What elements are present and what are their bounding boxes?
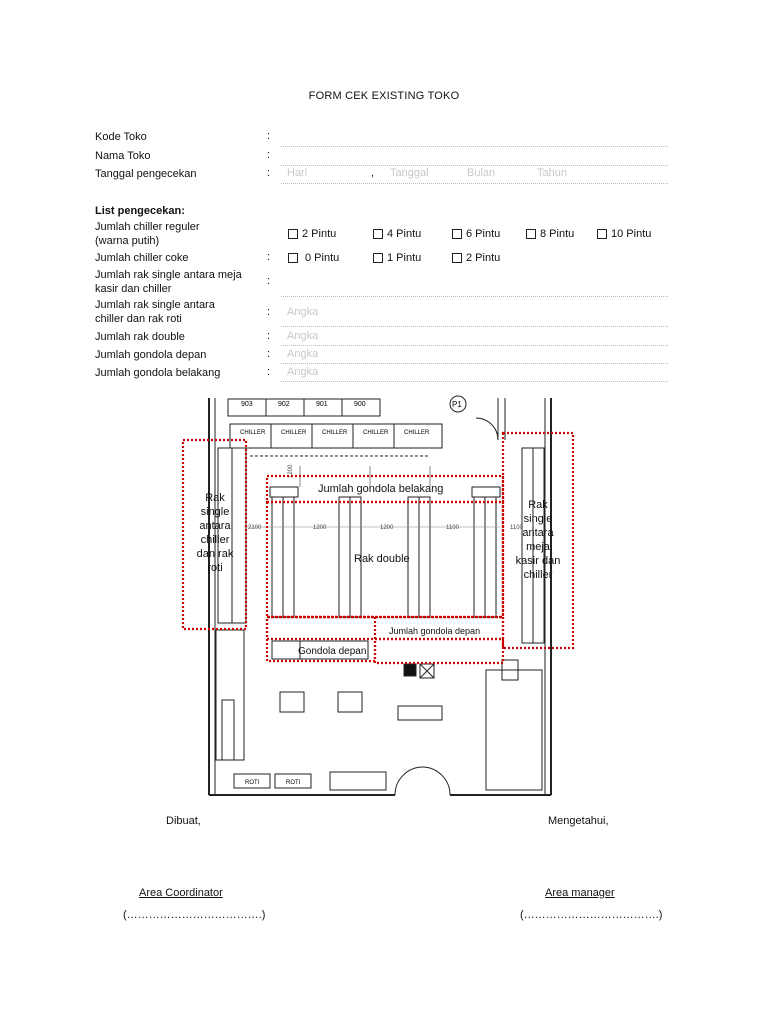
option-label: 6 Pintu [466,228,501,240]
mengetahui-heading: Mengetahui, [548,815,609,827]
equipment-row [398,706,442,720]
code-901: 901 [316,401,328,408]
angka-placeholder[interactable]: Angka [287,306,319,318]
overlay-line: chiller [200,534,230,546]
option-label: 4 Pintu [387,228,422,240]
option-label: 10 Pintu [611,228,652,240]
dimension-label: 1200 [380,525,394,531]
code-902: 902 [278,401,290,408]
kode-toko-label: Kode Toko [95,131,147,143]
overlay-line: Rak [205,492,225,504]
p1-label: P1 [452,400,462,409]
list-heading: List pengecekan: [95,205,185,217]
gondola-belakang-label: Jumlah gondola belakang [95,367,221,379]
angka-placeholder[interactable]: Angka [287,348,319,360]
bulan-placeholder[interactable]: Bulan [467,167,496,179]
display-stand [338,692,362,712]
colon: : [267,366,271,378]
angka-placeholder[interactable]: Angka [287,330,319,342]
overlay-line: single [200,506,230,518]
nama-toko-label: Nama Toko [95,150,151,162]
overlay-gondola-depan-ext [375,639,503,663]
date-comma: , [371,167,375,179]
chiller-label: CHILLER [404,430,430,436]
colon: : [267,130,271,142]
left-wall-item [222,700,234,760]
code-903: 903 [241,401,253,408]
colon: : [267,251,271,263]
left-wall-shelf [216,630,244,760]
overlay-label-rak-single-right [506,498,570,582]
overlay-line: Rak [528,499,548,511]
colon: : [267,348,271,360]
gondola-endcap [472,487,500,497]
gondola-depan-label: Jumlah gondola depan [95,349,207,361]
colon: : [267,330,271,342]
overlay-label-gondola-depan: Gondola depan [298,646,367,657]
flour-rack [330,772,386,790]
colon: : [267,275,271,287]
display-stand [280,692,304,712]
door-arc-left [395,767,423,795]
rak-double-label: Jumlah rak double [95,331,185,343]
dimension-label: 1200 [313,525,327,531]
colon: : [267,306,271,318]
area-coordinator-role: Area Coordinator [139,887,223,899]
option-label: 1 Pintu [387,252,422,264]
option-label: 0 Pintu [305,252,340,264]
gondola-endcap [270,487,298,497]
tanggal-placeholder[interactable]: Tanggal [390,167,429,179]
chiller-label: CHILLER [240,430,266,436]
chiller-reguler-label: Jumlah chiller reguler [95,221,200,233]
chiller-label: CHILLER [281,430,307,436]
overlay-line: kasir dan [515,555,561,567]
overlay-line: roti [207,562,223,574]
tanggal-label: Tanggal pengecekan [95,168,197,180]
overlay-label-rak-single-left [186,491,244,575]
rak-roti-label: Jumlah rak single antara [95,299,215,311]
overlay-line: meja [526,541,550,553]
overlay-line: single [523,513,553,525]
overlay-line: chiller [523,569,553,581]
option-label: 8 Pintu [540,228,575,240]
roti-label: ROTI [245,780,260,786]
dimension-label: 1100 [446,525,459,531]
door-arc-top [476,418,498,440]
cashier-counter [486,670,542,790]
chiller-label: CHILLER [322,430,348,436]
code-900: 900 [354,401,366,408]
rak-kasir-label-2: kasir dan chiller [95,283,172,295]
dimension-label: 1200 [288,464,294,478]
dimension-label: 1100 [510,525,523,531]
overlay-line: antara [199,520,231,532]
tahun-placeholder[interactable]: Tahun [537,167,567,179]
chiller-label: CHILLER [363,430,389,436]
area-manager-role: Area manager [545,887,615,899]
form-title: FORM CEK EXISTING TOKO [308,90,460,102]
overlay-line: dan rak [196,548,234,560]
option-label: 2 Pintu [302,228,337,240]
overlay-line: antara [522,527,554,539]
rak-roti-label-2: chiller dan rak roti [95,313,182,325]
colon: : [267,167,271,179]
colon: : [267,149,271,161]
chiller-reguler-label-2: (warna putih) [95,235,160,247]
left-signature-blank[interactable]: (……………………………….) [123,909,266,921]
dimension-label: 2100 [248,525,262,531]
overlay-label-gondola-belakang: Jumlah gondola belakang [318,483,444,495]
right-signature-blank[interactable]: (……………………………….) [520,909,663,921]
dibuat-heading: Dibuat, [166,815,201,827]
roti-label: ROTI [286,780,301,786]
overlay-label-rak-double: Rak double [354,553,410,565]
equipment-black-box [404,664,416,676]
rak-kasir-label: Jumlah rak single antara meja [95,269,242,281]
overlay-label-gondola-depan-small: Jumlah gondola depan [389,626,481,636]
chiller-coke-label: Jumlah chiller coke [95,252,189,264]
hari-placeholder[interactable]: Hari [287,167,308,179]
chiller-row [230,424,442,448]
option-label: 2 Pintu [466,252,501,264]
angka-placeholder[interactable]: Angka [287,366,319,378]
door-arc-right [422,767,450,795]
